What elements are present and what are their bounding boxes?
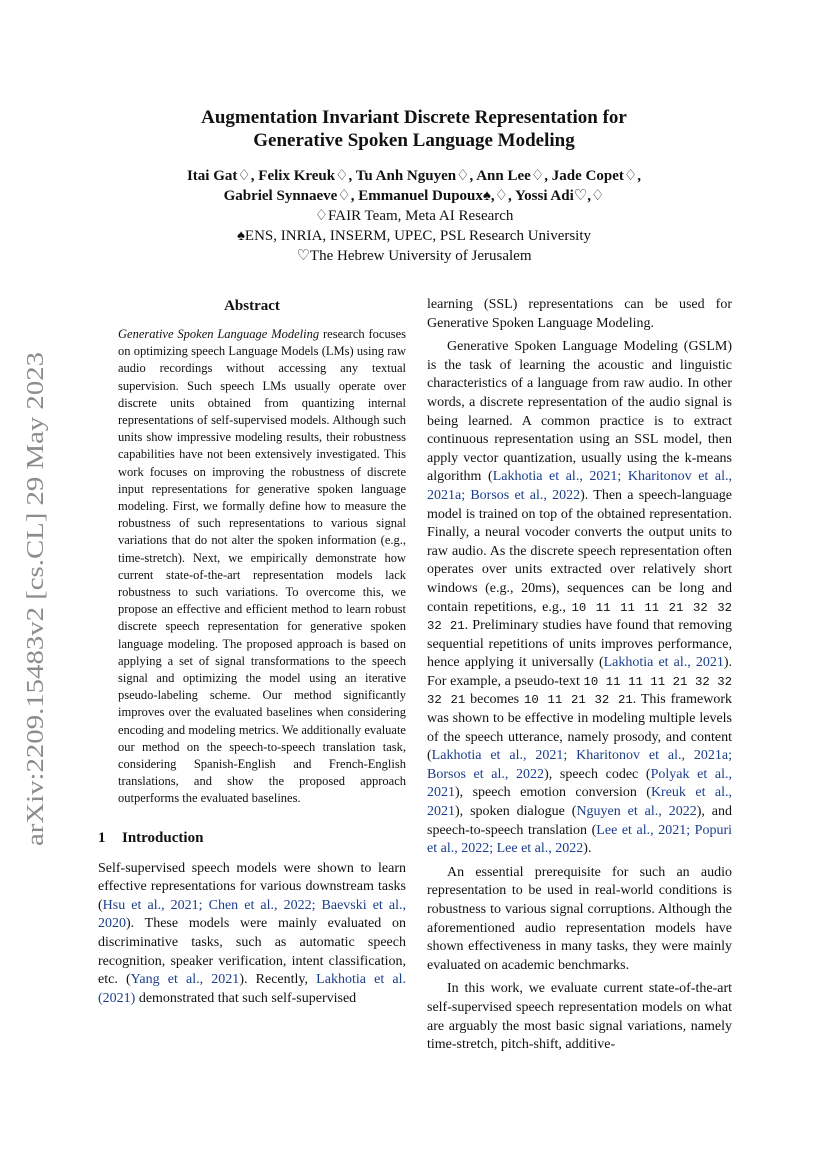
unit-sequence: 10 11 11 11 21 32 32 32 21 (427, 674, 733, 708)
gslm-paragraph (427, 338, 732, 859)
text-run: ). Recently, (239, 972, 317, 988)
this-work-paragraph: In this work, we evaluate current state-of-the-art self-supervised speech representation models on what are arguably the most basic signal variations, namely time-stretch, pitch-shift, additive- (427, 981, 732, 1053)
arxiv-side-stamp (14, 352, 54, 846)
text-run: demonstrated that such self-supervised (135, 990, 357, 1006)
unit-sequence: 10 11 21 32 21 (523, 693, 633, 708)
citation-link[interactable]: Hsu et al., 2021; Chen et al., 2022; Baevski et al., 2020 (98, 897, 406, 932)
text-run: Self-supervised speech models were shown to learn effective representations for various downstream tasks ( (98, 860, 406, 913)
paper-title (96, 106, 732, 152)
robustness-paragraph: An essential prerequisite for such an audio representation to be used in real-world conditions is robustness to various signal corruptions. Although the aforementioned audio representation models have shown effectiveness in many tasks, they were mainly evaluated on academic benchmarks. (427, 864, 732, 973)
text-run: ), spoken dialogue ( (455, 804, 577, 820)
affiliation-fair: ♢FAIR Team, Meta AI Research (314, 208, 514, 224)
authors-line-1: Itai Gat♢, Felix Kreuk♢, Tu Anh Nguyen♢, Ann Lee♢, Jade Copet♢, (186, 168, 642, 184)
title-line-1: Augmentation Invariant Discrete Representation for (201, 107, 627, 128)
intro-paragraph-continued: learning (SSL) representations can be used for Generative Spoken Language Modeling. (427, 297, 732, 331)
text-run: ), speech emotion conversion ( (455, 785, 651, 801)
arxiv-stamp-text: arXiv:2209.15483v2 [cs.CL] 29 May 2023 (23, 434, 49, 846)
abstract-lead: Generative Spoken Language Modeling (118, 327, 320, 341)
text-run: ). These models were mainly evaluated on discriminative tasks, such as automatic speech recognition, speaker verification, intent classification, etc. ( (98, 916, 406, 988)
citation-link[interactable]: Lakhotia et al., 2021; Kharitonov et al., 2021a; Borsos et al., 2022 (427, 748, 732, 782)
abstract-text: research focuses on optimizing speech Language Models (LMs) using raw audio recordings without accessing any textual supervision. Such speech LMs usually operate over discrete units obtained from quantizing internal representations of self-supervised models. Although such units show impressive modeling results, their robustness capabilities have not been extensively investigated. This work focuses on improving the robustness of discrete input representations for generative spoken language modeling. First, we formally define how to measure the robustness of such representations to various signal variations that do not alter the spoken information (e.g., time-stretch). Next, we empirically demonstrate how current state-of-the-art representation models lack robustness to such variations. To overcome this, we propose an effective and efficient method to learn robust discrete speech representation for generative spoken language modeling. The proposed approach is based on applying a set of signal transformations to the speech signal and optimizing the model using an iterative pseudo-labeling scheme. Our method significantly improves over the evaluated baselines when considering encoding and modeling metrics. We additionally evaluate our method on the speech-to-speech translation task, considering Spanish-English and French-English translations, and show the proposed approach outperforms the evaluated baselines. (118, 327, 406, 806)
unit-sequence: 10 11 11 11 21 32 32 32 21 (427, 600, 732, 634)
text-run: Generative Spoken Language Modeling (GSLM) is the task of learning the acoustic and linguistic characteristics of a language from raw audio. In other words, a discrete representation of the audio signal is being learned. A common practice is to extract continuous representation using an SSL model, then apply vector quantization, usually using the k-means algorithm ( (427, 339, 732, 485)
citation-link[interactable]: Kreuk et al., 2021 (427, 785, 732, 820)
citation-link[interactable]: Polyak et al., 2021 (427, 766, 732, 801)
abstract-heading: Abstract (224, 298, 280, 314)
citation-link[interactable]: Nguyen et al., 2022 (576, 804, 697, 820)
section-title: Introduction (122, 829, 204, 846)
citation-link[interactable]: Lakhotia et al. (2021) (98, 972, 406, 1006)
citation-link[interactable]: Lee et al., 2021; Popuri et al., 2022; Lee et al., 2022 (427, 822, 732, 857)
section-heading-introduction (98, 828, 406, 848)
text-run: . This framework was shown to be effective in modeling multiple levels of the speech utterance, namely prosody, and content ( (427, 692, 732, 764)
citation-link[interactable]: Yang et al., 2021 (130, 972, 240, 988)
citation-link[interactable]: Lakhotia et al., 2021; Kharitonov et al., 2021a; Borsos et al., 2022 (427, 469, 732, 503)
citation-link[interactable]: Lakhotia et al., 2021 (603, 655, 724, 671)
text-run: ). For example, a pseudo-text (427, 655, 732, 689)
affiliation-huji: ♡The Hebrew University of Jerusalem (296, 248, 532, 264)
left-column (98, 296, 406, 1013)
text-run: ), speech codec ( (544, 766, 651, 782)
text-run: ), and speech-to-speech translation ( (427, 804, 732, 838)
authors-line-2: Gabriel Synnaeve♢, Emmanuel Dupoux♠,♢, Yossi Adi♡,♢ (223, 188, 605, 204)
right-column (427, 296, 732, 1060)
author-block (96, 166, 732, 266)
text-run: becomes (465, 692, 524, 708)
abstract-body (118, 326, 406, 808)
intro-paragraph-1 (98, 860, 406, 1009)
text-run: ). (583, 841, 592, 857)
text-run: ). Then a speech-language model is trained on top of the obtained representation. Finally, a neural vocoder converts the output units to raw audio. As the discrete speech representation often operates over units extracted over relatively short windows (e.g., 20ms), sequences can be long and contain repetitions, e.g., (427, 487, 733, 615)
affiliation-ens: ♠ENS, INRIA, INSERM, UPEC, PSL Research University (236, 228, 592, 244)
title-line-2: Generative Spoken Language Modeling (253, 130, 575, 151)
text-run: . Preliminary studies have found that removing sequential repetitions of units improves performance, hence applying it universally ( (427, 618, 732, 671)
section-number: 1 (98, 829, 106, 846)
